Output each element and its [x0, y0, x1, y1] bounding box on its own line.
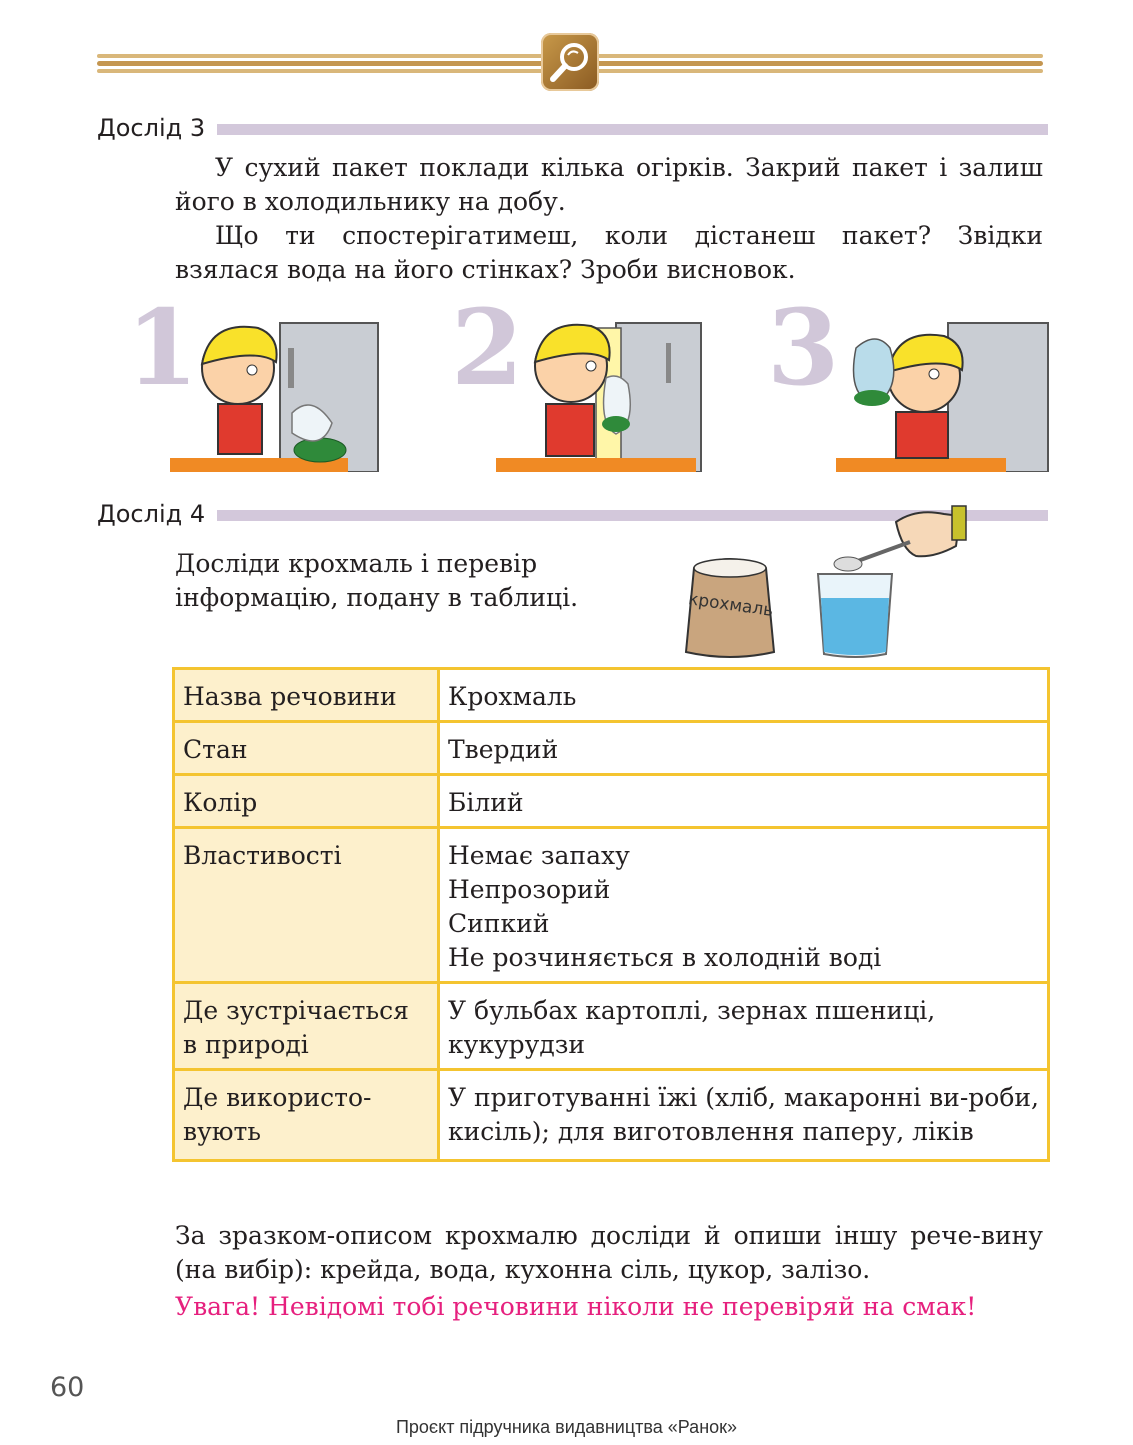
table-value: Твердий — [439, 722, 1049, 775]
table-key: Де використо-вують — [174, 1070, 439, 1161]
property-item: Не розчиняється в холодній воді — [448, 943, 882, 972]
task-text: За зразком-описом крохмалю досліди й опиши іншу рече-вину (на вибір): крейда, вода, кухонна сіль, цукор, залізо. — [175, 1221, 1043, 1284]
table-row — [174, 828, 1049, 983]
starch-properties-table — [172, 667, 1050, 1162]
property-item: Сипкий — [448, 909, 550, 938]
step-1-illustration — [170, 318, 380, 472]
footer-note: Проєкт підручника видавництва «Ранок» — [395, 1417, 738, 1437]
step-2-illustration — [496, 318, 706, 472]
table-key: Назва речовини — [174, 669, 439, 722]
table-value: У бульбах картоплі, зернах пшениці, кукурудзи — [439, 983, 1049, 1070]
step-3-illustration — [836, 318, 1050, 472]
table-row — [174, 669, 1049, 722]
step-number-1: 1 — [126, 286, 199, 409]
step-number-3: 3 — [767, 286, 840, 409]
table-value: У приготуванні їжі (хліб, макаронні ви-роби, кисіль); для виготовлення паперу, ліків — [439, 1070, 1049, 1161]
table-row — [174, 722, 1049, 775]
table-key: Властивості — [174, 828, 439, 983]
experiment-3-bar — [217, 124, 1048, 135]
table-row — [174, 775, 1049, 828]
table-value: Білий — [439, 775, 1049, 828]
glass-and-spoon-illustration — [810, 500, 975, 660]
table-value: Крохмаль — [439, 669, 1049, 722]
experiment-4-intro: Досліди крохмаль і перевір інформацію, подану в таблиці. — [175, 549, 579, 612]
table-key: Колір — [174, 775, 439, 828]
warning-text: Увага! Невідомі тобі речовини ніколи не перевіряй на смак! — [175, 1292, 977, 1321]
table-key: Де зустрічається в природі — [174, 983, 439, 1070]
experiment-3-paragraph-1: У сухий пакет поклади кілька огірків. Закрий пакет і залиш його в холодильнику на добу. — [175, 153, 1043, 216]
property-item: Непрозорий — [448, 875, 611, 904]
table-row — [174, 983, 1049, 1070]
page-number: 60 — [50, 1372, 85, 1403]
table-row — [174, 1070, 1049, 1161]
property-item: Немає запаху — [448, 841, 630, 870]
experiment-4-title: Дослід 4 — [97, 500, 206, 528]
experiment-3-paragraph-2: Що ти спостерігатимеш, коли дістанеш пакет? Звідки взялася вода на його стінках? Зроби висновок. — [175, 221, 1043, 284]
magnifier-icon — [541, 33, 599, 91]
table-key: Стан — [174, 722, 439, 775]
starch-bag-illustration — [680, 548, 780, 660]
step-number-2: 2 — [451, 286, 524, 409]
starch-bag-label: крохмаль — [686, 589, 775, 621]
table-value — [439, 828, 1049, 983]
experiment-3-title: Дослід 3 — [97, 114, 206, 142]
